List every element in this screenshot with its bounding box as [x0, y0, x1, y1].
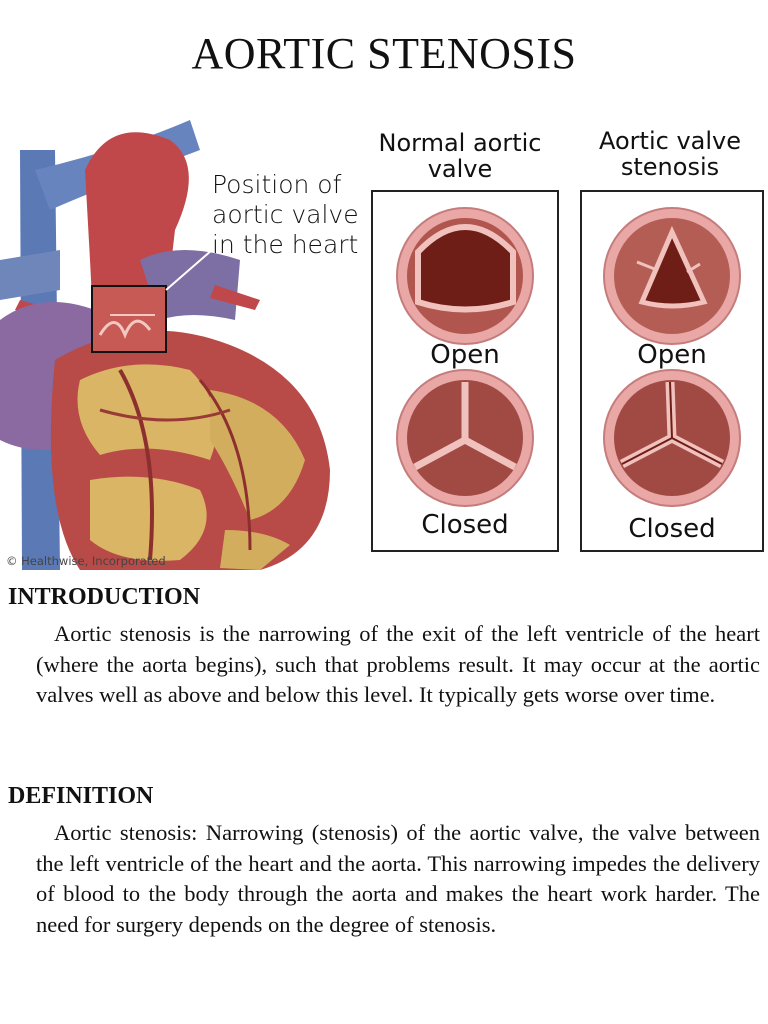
heart-valve-position-label: Position of aortic valve in the heart [212, 170, 359, 259]
heart-illustration [0, 110, 370, 580]
definition-text: Aortic stenosis: Narrowing (stenosis) of the aortic valve, the valve between the left ventricle of the heart and the aorta. This narrowing impedes the delivery of blood to the body through the aorta and makes the heart work harder. The need for surgery depends on the degree of stenosis. [36, 820, 760, 937]
copyright-notice: © Healthwise, Incorporated [6, 554, 166, 568]
normal-open-label: Open [430, 340, 500, 370]
normal-closed-label: Closed [421, 510, 509, 540]
introduction-heading: INTRODUCTION [8, 584, 201, 610]
definition-heading: DEFINITION [8, 783, 154, 809]
stenosis-valve-heading: Aortic valve stenosis [599, 127, 741, 181]
aortic-valve-figure [0, 110, 768, 580]
introduction-section [8, 584, 760, 711]
normal-valve-panel [371, 190, 559, 552]
stenosis-closed-label: Closed [628, 514, 716, 544]
introduction-text: Aortic stenosis is the narrowing of the exit of the left ventricle of the heart (where the aorta begins), such that problems result. It may occur at the aortic valves well as above and below this level. It typically gets worse over time. [36, 621, 760, 707]
page-title: AORTIC STENOSIS [191, 29, 577, 78]
normal-valve-heading: Normal aortic valve [378, 129, 542, 183]
stenosis-open-label: Open [637, 340, 707, 370]
definition-section [8, 783, 760, 940]
stenosis-valve-panel [580, 190, 764, 552]
